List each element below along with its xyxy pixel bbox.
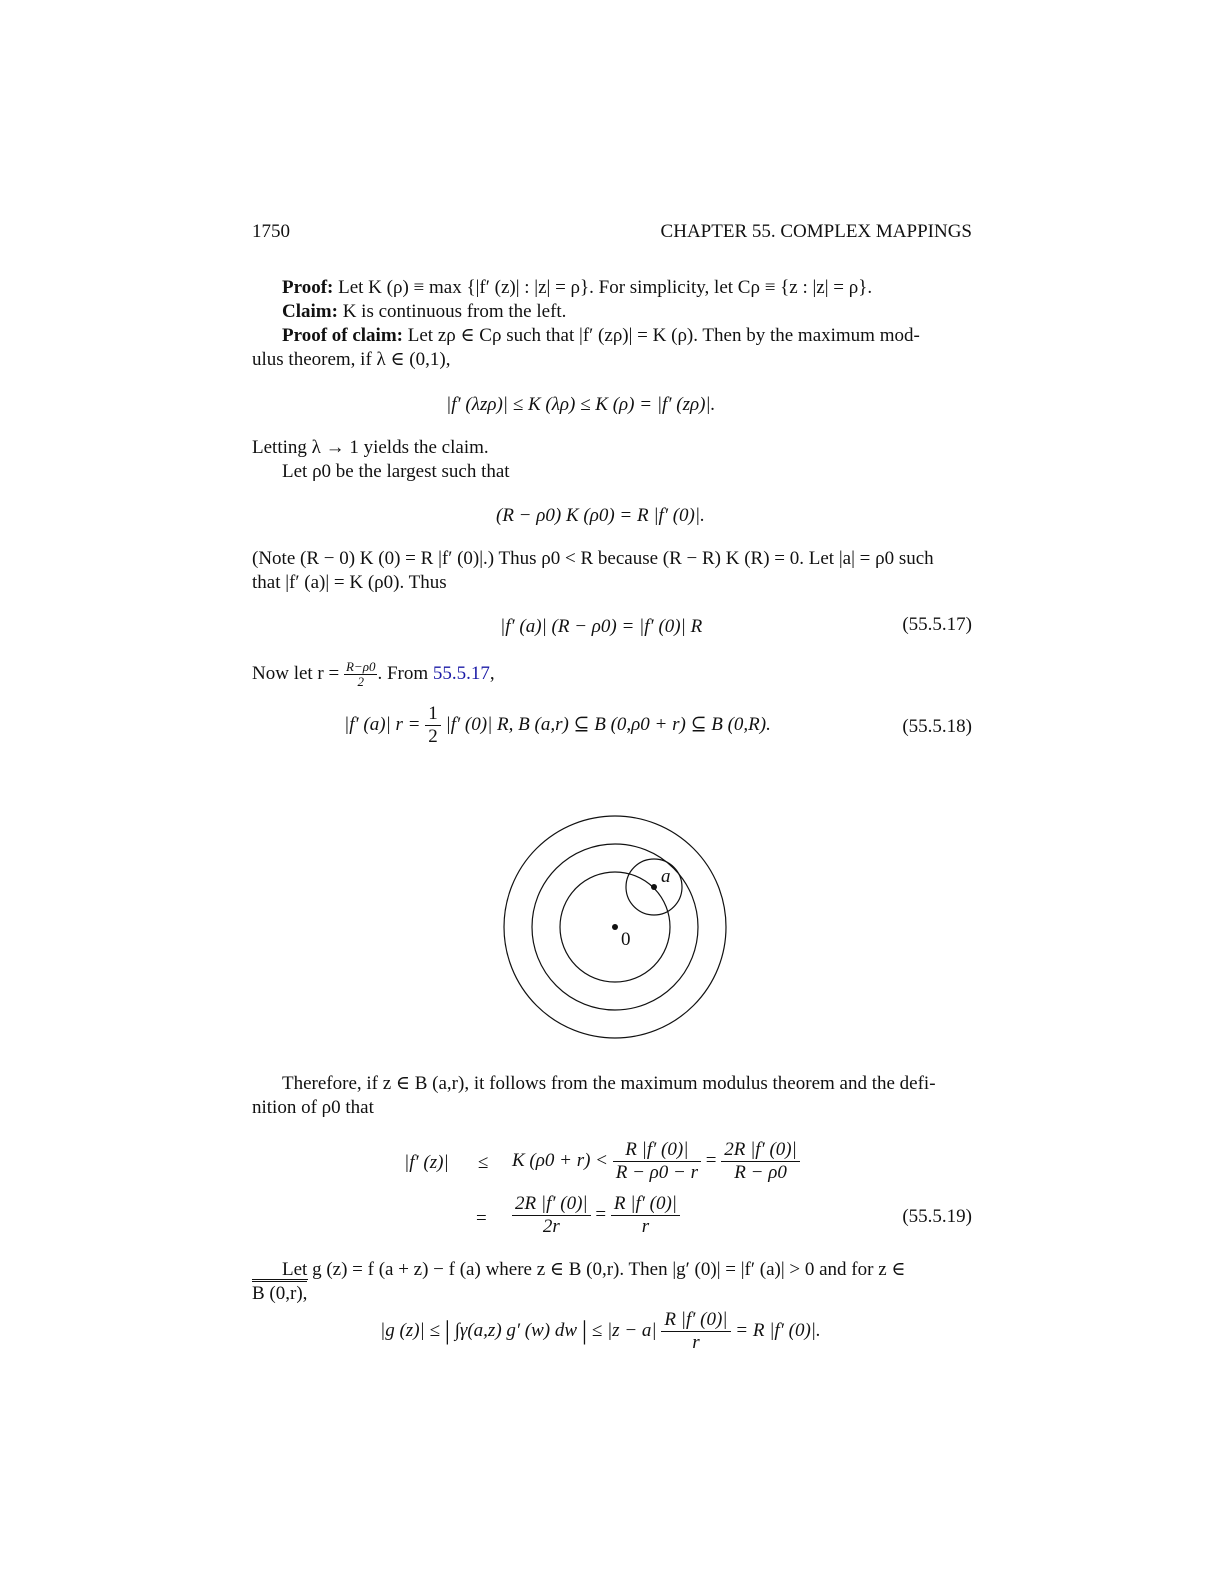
equation-number-18: (55.5.18) xyxy=(902,716,972,737)
eq19-eq-row2: = xyxy=(476,1208,487,1229)
now-let-text: Now let r = xyxy=(252,662,340,684)
page-number: 1750 xyxy=(252,221,290,242)
eq-g-frac-num: R |f′ (0)| xyxy=(661,1309,730,1332)
claim-text: K is continuous from the left. xyxy=(342,301,567,322)
proof-of-claim-cont: ulus theorem, if λ ∈ (0,1), xyxy=(252,349,451,370)
abs-bar-right: | xyxy=(581,1316,588,1345)
eq18-right: |f′ (0)| R, B (a,r) ⊆ B (0,ρ0 + r) ⊆ B (0,R). xyxy=(445,713,771,735)
proof-label: Proof: xyxy=(282,277,334,298)
let-g-line-1: Let g (z) = f (a + z) − f (a) where z ∈ B (0,r). Then |g′ (0)| = |f′ (a)| > 0 and for z ∈ xyxy=(282,1259,906,1280)
equation-55-5-17: |f′ (a)| (R − ρ0) = |f′ (0)| R xyxy=(500,616,703,637)
label-0: 0 xyxy=(621,929,631,950)
eq19-f4-num: R |f′ (0)| xyxy=(611,1193,680,1216)
let-g-line-2: B (0,r), xyxy=(252,1283,308,1304)
r-fraction-denominator: 2 xyxy=(357,674,364,689)
label-a: a xyxy=(661,866,671,887)
proof-of-claim-label: Proof of claim: xyxy=(282,325,403,346)
eq19-lhs: |f′ (z)| xyxy=(404,1152,449,1173)
eq-g-mid: ≤ |z − a| xyxy=(591,1320,657,1341)
half-denominator: 2 xyxy=(428,726,438,747)
origin-point xyxy=(612,924,618,930)
eq19-f4-den: r xyxy=(641,1216,650,1238)
eq19-eq3: = xyxy=(595,1204,607,1225)
therefore-line-2: nition of ρ0 that xyxy=(252,1097,374,1118)
concentric-circles-figure xyxy=(500,812,730,1042)
abs-bar-left: | xyxy=(444,1316,450,1345)
eq-g-integral: ∫γ(a,z) g′ (w) dw xyxy=(454,1320,578,1341)
half-numerator: 1 xyxy=(425,703,441,726)
eq19-f1-den: R − ρ0 − r xyxy=(615,1162,698,1184)
proof-of-claim-line xyxy=(282,324,920,348)
let-rho0-line: Let ρ0 be the largest such that xyxy=(282,461,510,482)
r-fraction-numerator: R−ρ0 xyxy=(345,659,376,674)
eq19-fraction-1 xyxy=(613,1139,701,1184)
closure-overline xyxy=(252,1279,308,1280)
equation-g-bound xyxy=(380,1306,821,1356)
eq-g-right: = R |f′ (0)|. xyxy=(735,1320,821,1341)
equation-lambda: |f′ (λzρ)| ≤ K (λρ) ≤ K (ρ) = |f′ (zρ)|. xyxy=(446,394,716,415)
eq19-fraction-3 xyxy=(512,1193,591,1238)
equation-number-17: (55.5.17) xyxy=(902,614,972,635)
equation-number-19: (55.5.19) xyxy=(902,1206,972,1227)
eq19-fraction-4 xyxy=(611,1193,680,1238)
eq-g-fraction xyxy=(661,1309,730,1354)
eq-g-left: |g (z)| ≤ xyxy=(380,1320,440,1341)
point-a xyxy=(651,884,657,890)
equation-reference-link[interactable]: 55.5.17 xyxy=(432,662,490,684)
proof-of-claim-text: Let zρ ∈ Cρ such that |f′ (zρ)| = K (ρ). Then by the maximum mod- xyxy=(407,325,920,346)
eq18-left: |f′ (a)| r = xyxy=(344,713,421,735)
note-line-2: that |f′ (a)| = K (ρ0). Thus xyxy=(252,572,447,593)
eq19-row2 xyxy=(512,1190,680,1240)
eq19-le: ≤ xyxy=(478,1152,489,1173)
running-title: CHAPTER 55. COMPLEX MAPPINGS xyxy=(660,221,972,242)
proof-text: Let K (ρ) ≡ max {|f′ (z)| : |z| = ρ}. For simplicity, let Cρ ≡ {z : |z| = ρ}. xyxy=(338,277,873,298)
therefore-line-1: Therefore, if z ∈ B (a,r), it follows from the maximum modulus theorem and the defi- xyxy=(282,1073,936,1094)
equation-rho0: (R − ρ0) K (ρ0) = R |f′ (0)|. xyxy=(496,505,705,526)
eq19-eq1: = xyxy=(705,1150,717,1171)
now-let-line xyxy=(252,660,495,689)
from-text: . From xyxy=(377,662,429,684)
claim-line xyxy=(282,300,566,324)
half-fraction xyxy=(425,703,441,748)
equation-55-5-18 xyxy=(344,703,771,748)
eq19-f2-den: R − ρ0 xyxy=(734,1162,787,1184)
r-fraction xyxy=(344,660,377,689)
eq19-f1-num: R |f′ (0)| xyxy=(613,1139,701,1162)
claim-label: Claim: xyxy=(282,301,338,322)
eq-g-frac-den: r xyxy=(692,1332,700,1354)
letting-line: Letting λ → 1 yields the claim. xyxy=(252,437,489,458)
eq19-f3-num: 2R |f′ (0)| xyxy=(512,1193,591,1216)
eq19-f2-num: 2R |f′ (0)| xyxy=(721,1139,800,1162)
eq19-fraction-2 xyxy=(721,1139,800,1184)
let-g-line-2-wrap xyxy=(252,1282,307,1306)
proof-line xyxy=(282,276,872,300)
note-line-1: (Note (R − 0) K (0) = R |f′ (0)|.) Thus ρ0 < R because (R − R) K (R) = 0. Let |a| = ρ0 such xyxy=(252,548,934,569)
eq19-r1: K (ρ0 + r) < xyxy=(512,1150,608,1171)
eq19-row1 xyxy=(512,1136,800,1186)
from-comma: , xyxy=(489,662,495,684)
eq19-f3-den: 2r xyxy=(542,1216,560,1238)
